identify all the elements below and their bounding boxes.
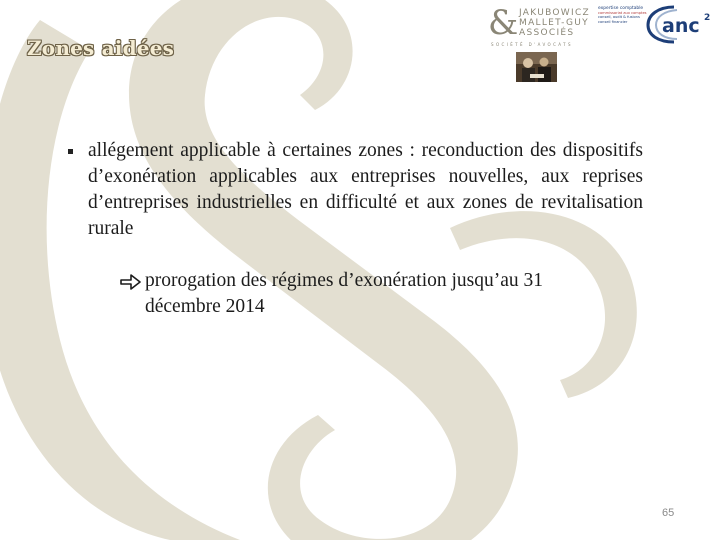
sub-point-text: prorogation des régimes d’exonération jusqu’au 31 décembre 2014 [145,270,544,317]
jmg-logo-names [519,8,590,38]
jmg-logo-line3: ASSOCIÉS [519,28,575,38]
cert-line1: expertise comptable [598,6,644,11]
jmg-logo [488,4,593,48]
right-arrow-icon [120,273,142,291]
jmg-logo-line1: JAKUBOWICZ [519,8,591,18]
certification-logo [598,6,646,36]
cert-line4: conseil financier [598,19,628,24]
cert-line3: conseil, audit & fusions [598,15,640,20]
square-bullet-icon [68,149,73,154]
ampersand-icon: & [488,3,519,43]
page-number: 65 [662,507,675,519]
bullet-point-text: allégement applicable à certaines zones : reconduction des dispositifs d’exonération applicables aux entreprises nouvelles, aux reprises d’entreprises industrielles en difficulté et aux zones de revitalisation rurale [88,140,643,239]
jmg-logo-tagline: SOCIÉTÉ D'AVOCATS [491,42,573,47]
anc-logo-text: anc [662,15,700,37]
jmg-logo-line2: MALLET-GUY [519,18,589,28]
anc-logo [644,4,718,44]
anc-logo-superscript: 2 [704,13,711,23]
slide-title: Zones aidées [27,36,175,60]
cert-line2: commissariat aux comptes [598,11,647,15]
team-photo-thumbnail [516,52,557,82]
